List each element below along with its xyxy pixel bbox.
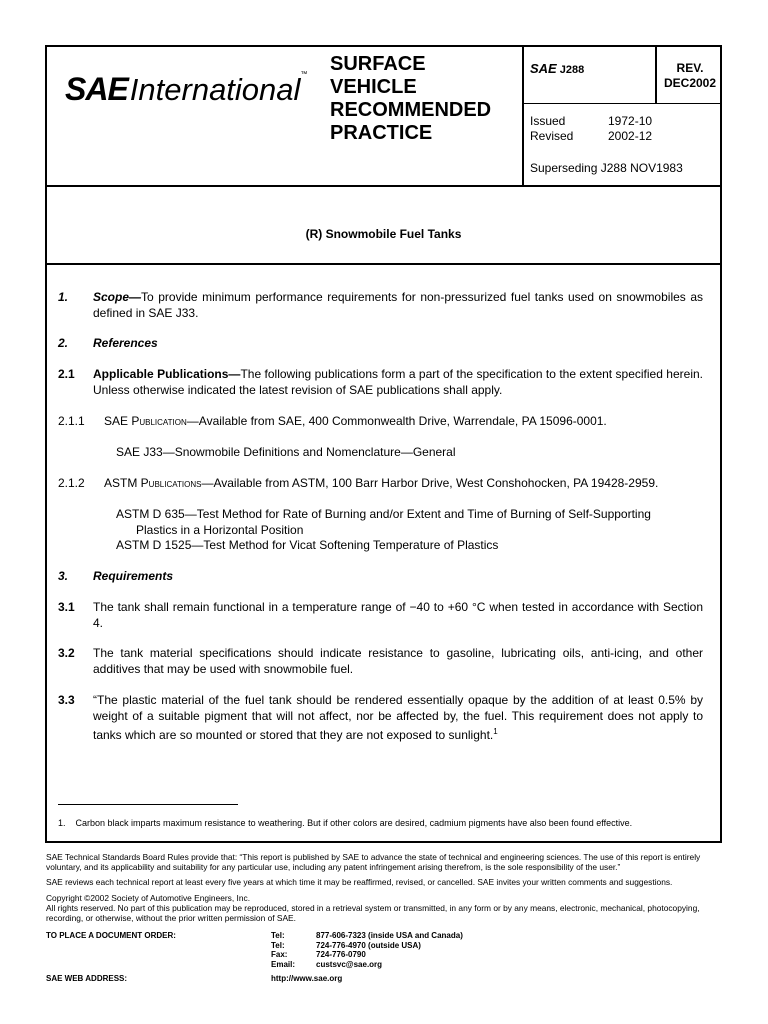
title-divider — [47, 263, 720, 265]
reference-item — [58, 507, 703, 554]
section-text: The following publications form a part of the specification to the extent specified herein. Unless otherwise indicated the latest revision of SAE publications shall apply. — [93, 367, 703, 397]
superseding-note: Superseding J288 NOV1983 — [530, 161, 683, 175]
doc-number-value: J288 — [559, 64, 585, 76]
section-number: 2.1 — [58, 367, 75, 381]
tel-value: 877-606-7323 (inside USA and Canada) — [316, 931, 463, 940]
revised-label: Revised — [530, 129, 574, 143]
practice-line: VEHICLE — [330, 76, 417, 98]
publisher-name: SAE — [104, 414, 132, 428]
review-note: SAE reviews each technical report at least every five years at which time it may be reaffirmed, revised, or cancelled. SAE invites your written comments and suggestions. — [46, 877, 673, 887]
requirement-3-3 — [58, 693, 703, 744]
section-number: 2.1.2 — [58, 476, 85, 490]
section-references — [58, 336, 703, 352]
section-number: 3.2 — [58, 646, 75, 660]
section-heading: Scope— — [93, 290, 142, 304]
copyright: Copyright ©2002 Society of Automotive Engineers, Inc. — [46, 893, 251, 903]
section-number: 2. — [58, 336, 69, 350]
section-number: 3.3 — [58, 693, 75, 707]
section-text: To provide minimum performance requirements for non-pressurized fuel tanks used on snowmobiles as defined in SAE J33. — [93, 290, 703, 320]
requirement-3-1 — [58, 600, 703, 631]
section-heading: Requirements — [93, 569, 174, 583]
fax-value: 724-776-0790 — [316, 950, 366, 959]
footnote-reference: 1 — [493, 727, 498, 736]
logo-trademark: ™ — [300, 71, 308, 78]
order-label: TO PLACE A DOCUMENT ORDER: — [46, 931, 176, 940]
doc-number-sae: SAE — [530, 61, 557, 76]
section-number: 3. — [58, 569, 69, 583]
tel-label: Tel: — [271, 940, 285, 950]
rev-value: DEC2002 — [663, 76, 717, 90]
standards-board-rules: SAE Technical Standards Board Rules provide that: “This report is published by SAE to advance the state of technical and engineering sciences. The use of this report is entirely voluntary, and its applicability and suitability for any particular use, including any patent infringement arising therefrom, is the sole responsibility of the user.” — [46, 852, 701, 872]
email-link[interactable]: custsvc@sae.org — [316, 959, 383, 969]
reference-item — [58, 445, 703, 461]
section-heading: References — [93, 336, 158, 350]
logo-sae: SAE — [65, 71, 128, 107]
revised-value: 2002-12 — [608, 129, 653, 143]
practice-line: SURFACE — [330, 53, 426, 75]
sae-international-logo — [65, 71, 307, 108]
footnote-separator — [58, 804, 238, 805]
rev-label: REV. — [676, 61, 704, 75]
publisher-name: ASTM — [104, 476, 141, 490]
logo-international: International — [129, 72, 301, 107]
section-number: 1. — [58, 290, 69, 304]
header-divider — [47, 185, 720, 187]
section-text: The tank shall remain functional in a temperature range of −40 to +60 °C when tested in accordance with Section 4. — [93, 600, 703, 630]
reference-text: ASTM D 635—Test Method for Rate of Burning and/or Extent and Time of Burning of Self-Supporting — [116, 507, 651, 521]
section-text: —Available from ASTM, 100 Barr Harbor Drive, West Conshohocken, PA 19428-2959. — [201, 476, 659, 490]
tel-label: Tel: — [271, 931, 285, 940]
section-number: 3.1 — [58, 600, 75, 614]
section-text: The tank material specifications should indicate resistance to gasoline, lubricating oils, anti-icing, and other additives that may be used with snowmobile fuel. — [93, 646, 703, 676]
section-applicable-publications — [58, 367, 703, 398]
doc-number-divider — [522, 103, 720, 104]
order-contacts — [271, 931, 463, 969]
practice-line: RECOMMENDED — [330, 99, 492, 121]
fax-label: Fax: — [271, 950, 288, 959]
section-heading: Applicable Publications— — [93, 367, 241, 381]
section-sae-publication — [58, 414, 703, 430]
issued-label: Issued — [530, 114, 566, 128]
document-frame — [45, 45, 722, 843]
practice-line: PRACTICE — [330, 122, 433, 144]
email-label: Email: — [271, 959, 296, 969]
section-requirements — [58, 569, 703, 585]
rights-notice: All rights reserved. No part of this publication may be reproduced, stored in a retrieval system or transmitted, in any form or by any means, electronic, mechanical, photocopying, recording, or otherwise, without the prior written permission of SAE. — [46, 903, 700, 923]
section-scope — [58, 290, 703, 321]
section-text: —Available from SAE, 400 Commonwealth Drive, Warrendale, PA 15096-0001. — [186, 414, 607, 428]
footnote: 1. Carbon black imparts maximum resistance to weathering. But if other colors are desired, cadmium pigments have also been found effective. — [58, 818, 633, 828]
section-astm-publications — [58, 476, 703, 492]
practice-type — [330, 53, 491, 145]
tel-value: 724-776-4970 (outside USA) — [316, 940, 421, 950]
publication-label: Publication — [131, 414, 187, 428]
issued-value: 1972-10 — [608, 114, 653, 128]
revision-box — [657, 61, 723, 91]
reference-text: ASTM D 1525—Test Method for Vicat Softening Temperature of Plastics — [116, 538, 499, 552]
web-address-label: SAE WEB ADDRESS: — [46, 974, 128, 983]
publication-label: Publications — [140, 476, 202, 490]
header-column-divider — [522, 47, 524, 185]
requirement-3-2 — [58, 646, 703, 677]
issue-dates — [530, 114, 652, 144]
web-address-link[interactable]: http://www.sae.org — [271, 974, 343, 983]
doc-number — [530, 61, 584, 76]
reference-text: SAE J33—Snowmobile Definitions and Nomenclature—General — [116, 445, 456, 459]
section-text: “The plastic material of the fuel tank should be rendered essentially opaque by the addition of at least 0.5% by weight of a suitable pigment that will not affect, nor be affected by, the fuel. This requirement does not apply to tanks which are so mounted or stored that they are not exposed to sunlight. — [93, 693, 703, 742]
document-title: (R) Snowmobile Fuel Tanks — [305, 227, 462, 241]
section-number: 2.1.1 — [58, 414, 85, 428]
reference-text-continued: Plastics in a Horizontal Position — [136, 522, 304, 537]
